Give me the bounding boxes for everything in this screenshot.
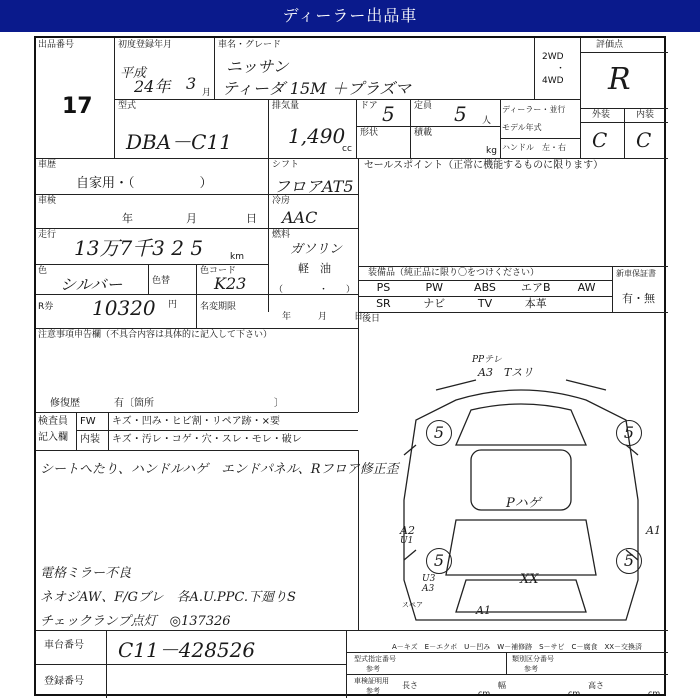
model-code-value: DBA－C11: [126, 130, 232, 154]
shaken-year: 年: [122, 212, 133, 225]
inspector-label: 検査員: [38, 416, 68, 427]
recycle-value: 10320: [92, 296, 156, 320]
chassis-value: C11－428526: [118, 638, 256, 662]
fuel-gasoline: ガソリン: [290, 242, 343, 257]
tire-front-right: 5: [616, 420, 642, 446]
mileage-label: 走行: [38, 230, 57, 240]
first-reg-era: 平成: [120, 66, 147, 81]
mark-roof: Pハゲ: [506, 496, 541, 511]
displacement-value: 1,490: [288, 124, 346, 148]
drive-4wd: 4WD: [542, 76, 564, 86]
inspector-int-items: キズ・汚レ・コゲ・穴・スレ・モレ・破レ: [112, 434, 302, 445]
model-year-label: モデル年式: [502, 123, 542, 132]
score-label: 評価点: [596, 40, 624, 50]
mark-right-side: A1: [646, 524, 661, 537]
mark-front-bumper: A3 Tスリ: [478, 366, 534, 379]
cert-height-label: 高さ: [588, 681, 604, 690]
shaken-label: 車検: [38, 196, 57, 206]
displacement-label: 排気量: [272, 101, 300, 111]
cert-length-label: 長さ: [402, 681, 418, 690]
chassis-label: 車台番号: [44, 640, 84, 651]
auction-sheet: [34, 36, 666, 696]
damage-legend: A－キズ E－エクボ U－凹み W－補修跡 S－サビ C－腐食 XX－交換済: [392, 643, 643, 651]
cert-width-label: 幅: [498, 681, 506, 690]
repair-history-value: 有〔箇所 〕: [114, 398, 284, 409]
cert-height-unit: cm: [648, 689, 661, 698]
dealer-import-label: ディーラー・並行: [502, 105, 566, 114]
equipment-divider: [358, 296, 612, 297]
mark-rear-bottom: A1: [476, 604, 491, 617]
certificate-label: 車検証明用: [354, 677, 389, 685]
first-reg-month-unit: 月: [202, 88, 212, 98]
aircon-value: AAC: [282, 208, 318, 227]
warranty-value: 有・無: [622, 292, 655, 305]
inspector-fw: FW: [80, 416, 96, 427]
fuel-other: （ ・ ）: [274, 285, 356, 295]
handle-options: 左・右: [542, 143, 566, 152]
lot-number: 17: [62, 94, 93, 119]
score-int-value: C: [636, 128, 652, 152]
note-line-1: シートへたり、ハンドルハゲ エンドパネル、Rフロア修正歪: [40, 462, 399, 477]
equipment-item: 本革: [524, 297, 547, 310]
mark-front-top: PPテレ: [472, 355, 502, 365]
repair-month-label: 後日: [362, 314, 381, 324]
capacity-unit: 人: [482, 116, 492, 126]
equipment-item: PW: [425, 281, 443, 294]
name-change-label: 名変期限: [200, 302, 237, 312]
model-code-label: 型式: [118, 101, 137, 111]
first-reg-year: 24年: [134, 77, 171, 96]
color-code-label: 色コード: [200, 266, 237, 276]
mark-left-front-2: U1: [400, 536, 414, 546]
inspector-fw-items: キズ・凹み・ヒビ割・リペア跡・×要: [112, 416, 280, 427]
note-line-3: ネオジAW、F/Gブレ 各A.U.PPC.下廻りS: [40, 590, 296, 605]
color-label: 色: [38, 266, 48, 276]
class-sub: 参考: [524, 665, 538, 673]
equipment-item: SR: [376, 297, 391, 310]
doors-label: ドア: [360, 101, 378, 111]
page-title: ディーラー出品車: [0, 0, 700, 32]
repair-history-label: 修復歴: [50, 398, 80, 409]
inspector-label-2: 記入欄: [38, 432, 68, 443]
equipment-item: PS: [376, 281, 391, 294]
drive-sep: ・: [556, 64, 566, 74]
handle-label: ハンドル: [502, 143, 534, 152]
drive-2wd: 2WD: [542, 52, 564, 62]
aircon-label: 冷房: [272, 196, 291, 206]
recycle-label: R券: [38, 302, 54, 312]
score-int-label: 内装: [636, 110, 655, 120]
car-name-label: 車名・グレード: [218, 40, 282, 50]
history-value: 自家用・（ ）: [76, 176, 213, 191]
cert-width-unit: cm: [568, 689, 581, 698]
warranty-label: 新車保証書: [616, 269, 656, 278]
fuel-diesel: 軽 油: [298, 262, 331, 275]
inspector-interior: 内装: [80, 434, 100, 445]
load-label: 積載: [414, 128, 433, 138]
mark-trunk: XX: [520, 572, 539, 587]
recycle-unit: 円: [168, 300, 178, 310]
fuel-label: 燃料: [272, 230, 291, 240]
equipment-item: エアB: [521, 281, 551, 294]
notes-label: 注意事項申告欄（不具合内容は具体的に記入して下さい）: [38, 330, 273, 340]
load-unit: kg: [486, 146, 497, 156]
color-value: シルバー: [60, 275, 123, 294]
tire-rear-right: 5: [616, 548, 642, 574]
color-code-value: K23: [214, 274, 247, 293]
displacement-unit: cc: [342, 144, 352, 154]
equipment-item: TV: [477, 297, 493, 310]
capacity-label: 定員: [414, 101, 433, 111]
note-line-4: チェックランプ点灯 ◎137326: [40, 614, 231, 629]
lot-label: 出品番号: [38, 40, 75, 50]
capacity-value: 5: [454, 102, 467, 126]
doors-value: 5: [382, 102, 395, 126]
equipment-grid: [358, 280, 612, 312]
car-model: ティーダ 15M ＋プラズマ: [222, 79, 411, 98]
mileage-value: 13万7千3 2 5: [74, 236, 204, 260]
shaken-day: 日: [246, 212, 257, 225]
equipment-item: ABS: [474, 281, 496, 294]
score-ext-label: 外装: [592, 110, 611, 120]
name-change-value: 年 月 日: [282, 312, 364, 322]
shift-value: フロアAT5: [274, 177, 354, 196]
first-reg-label: 初度登録年月: [118, 40, 173, 50]
class-label: 類別区分番号: [512, 655, 554, 663]
tire-rear-left: 5: [426, 548, 452, 574]
score-value: R: [608, 62, 631, 97]
tire-front-left: 5: [426, 420, 452, 446]
spec-sub: 参考: [366, 665, 380, 673]
first-reg-month: 3: [186, 74, 197, 93]
shaken-month: 月: [186, 212, 197, 225]
mileage-unit: km: [230, 252, 244, 262]
note-line-2: 電格ミラー不良: [40, 566, 132, 581]
shift-label: シフト: [272, 160, 300, 170]
equipment-item: AW: [577, 281, 596, 294]
shape-label: 形状: [360, 128, 379, 138]
mark-spare: スペア: [402, 601, 423, 609]
color-change-label: 色替: [152, 276, 171, 286]
score-ext-value: C: [592, 128, 608, 152]
certificate-sub: 参考: [366, 687, 380, 695]
sales-point-label: セールスポイント（正常に機能するものに限ります）: [364, 160, 604, 171]
cert-length-unit: cm: [478, 689, 491, 698]
car-maker: ニッサン: [226, 57, 289, 76]
registration-label: 登録番号: [44, 676, 84, 687]
history-label: 車歴: [38, 160, 57, 170]
spec-label: 型式指定番号: [354, 655, 396, 663]
mark-left-front: A2: [400, 524, 415, 537]
equipment-item: ナビ: [423, 297, 446, 310]
mark-rear-left: U3: [422, 574, 436, 584]
mark-rear-left-2: A3: [422, 584, 435, 594]
equipment-label: 装備品（純正品に限り〇をつけください）: [368, 268, 540, 278]
